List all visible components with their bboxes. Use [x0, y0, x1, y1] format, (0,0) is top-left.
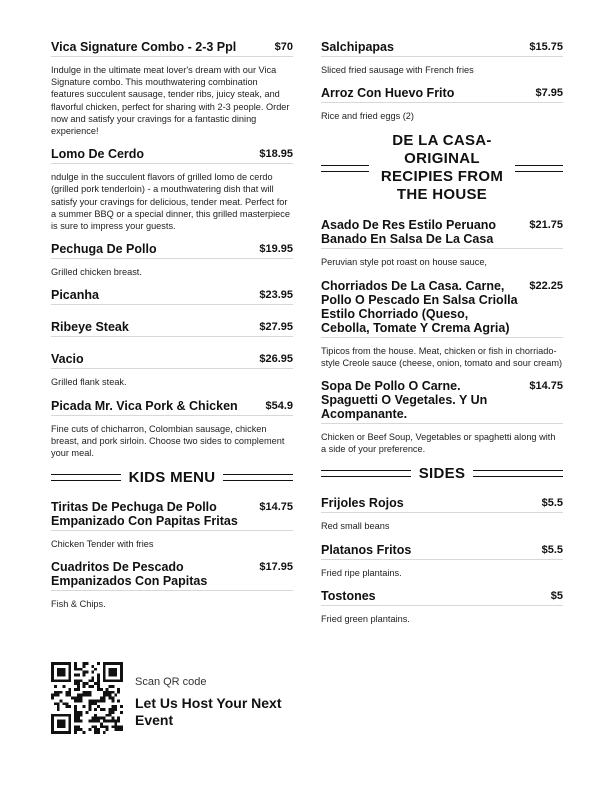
- menu-item: [51, 500, 293, 550]
- menu-item-header: [321, 589, 563, 605]
- menu-item: [51, 560, 293, 610]
- menu-item: [321, 589, 563, 625]
- menu-item-name: Picada Mr. Vica Pork & Chicken: [51, 398, 238, 413]
- menu-item-price: $14.75: [529, 380, 563, 393]
- qr-text: [135, 676, 305, 729]
- menu-item-header: [321, 496, 563, 512]
- heading-rule-right: [473, 470, 563, 477]
- sides-items-list: [321, 496, 563, 625]
- menu-item-header: [51, 500, 293, 530]
- menu-item-header: [321, 279, 563, 337]
- menu-item-description: Red small beans: [321, 521, 390, 532]
- menu-item-description: Fish & Chips.: [51, 599, 106, 610]
- qr-code-icon[interactable]: [51, 662, 123, 734]
- host-event-link[interactable]: Let Us Host Your Next Event: [135, 695, 282, 728]
- menu-item: [51, 147, 293, 232]
- menu-item-name: Asado De Res Estilo Peruano Banado En Salsa De La Casa: [321, 218, 497, 247]
- casa-title: DE LA CASA- ORIGINAL RECIPIES FROM THE HOUSE: [380, 132, 504, 204]
- menu-item-description: Grilled chicken breast.: [51, 267, 142, 278]
- menu-item-price: $21.75: [529, 219, 563, 232]
- menu-item-header: [51, 242, 293, 258]
- kids-menu-heading: [51, 469, 293, 486]
- menu-item-name: Ribeye Steak: [51, 320, 129, 335]
- menu-item-description: Fried green plantains.: [321, 613, 410, 624]
- menu-item-header: [51, 40, 293, 56]
- menu-item-description: ndulge in the succulent flavors of grilled lomo de cerdo (grilled pork tenderloin) - a mouthwatering dish that will satisfy your cravings for delicious, tender meat. Perfect for a summer BBQ or a special dinner, this grilled masterpiece is sure to impress your guests.: [51, 172, 290, 232]
- menu-item: [321, 543, 563, 579]
- menu-item-name: Picanha: [51, 288, 99, 303]
- menu-item-description: Fine cuts of chicharron, Colombian sausage, chicken breast, and pork sirloin. Choose two sides to complement your meal.: [51, 423, 285, 459]
- menu-item-name: Pechuga De Pollo: [51, 242, 157, 257]
- menu-item-price: $5.5: [541, 543, 563, 556]
- menu-item-name: Lomo De Cerdo: [51, 147, 145, 162]
- left-column: [51, 40, 293, 621]
- main-items-list: [51, 40, 293, 459]
- kids-menu-title: KIDS MENU: [128, 469, 216, 487]
- menu-item-header: [51, 399, 293, 415]
- menu-item: [321, 218, 563, 268]
- menu-item-price: $5.5: [541, 497, 563, 510]
- heading-rule-right: [515, 165, 563, 172]
- sides-title: SIDES: [418, 465, 466, 483]
- casa-items-list: [321, 218, 563, 455]
- menu-item: [321, 40, 563, 76]
- menu-item: [321, 86, 563, 122]
- menu-item-name: Vacio: [51, 352, 84, 367]
- menu-item-price: $14.75: [259, 501, 293, 514]
- menu-item-name: Tiritas De Pechuga De Pollo Empanizado Con Papitas Fritas: [51, 500, 238, 529]
- menu-item-description: Chicken or Beef Soup, Vegetables or spaghetti along with a side of your preference.: [321, 432, 556, 455]
- menu-item-description: Grilled flank steak.: [51, 377, 127, 388]
- menu-item-header: [321, 86, 563, 102]
- menu-item-name: Frijoles Rojos: [321, 496, 404, 511]
- menu-item: [321, 496, 563, 532]
- menu-item-price: $26.95: [259, 353, 293, 366]
- menu-item-header: [51, 320, 293, 336]
- menu-item-name: Sopa De Pollo O Carne. Spaguetti O Vegetales. Y Un Acompanante.: [321, 379, 488, 422]
- menu-item-header: [51, 352, 293, 368]
- menu-item-name: Cuadritos De Pescado Empanizados Con Papitas: [51, 560, 208, 589]
- menu-item-name: Tostones: [321, 588, 376, 603]
- menu-item-price: $18.95: [259, 148, 293, 161]
- menu-item-header: [51, 560, 293, 590]
- menu-item: [51, 40, 293, 137]
- menu-item-description: Rice and fried eggs (2): [321, 111, 414, 122]
- menu-item-description: Tipicos from the house. Meat, chicken or fish in chorriado-style Creole sauce (cheese, onion, tomato and sour cream): [321, 345, 563, 368]
- menu-item-description: Chicken Tender with fries: [51, 539, 154, 550]
- menu-item-price: $5: [550, 589, 563, 602]
- menu-item-price: $19.95: [259, 243, 293, 256]
- heading-rule-right: [223, 474, 293, 481]
- menu-item: [321, 279, 563, 369]
- snack-items-list: [321, 40, 563, 122]
- menu-item-name: Vica Signature Combo - 2-3 Ppl: [51, 40, 237, 54]
- menu-item-description: Peruvian style pot roast on house sauce,: [321, 257, 487, 268]
- menu-item: [51, 352, 293, 388]
- heading-rule-left: [321, 470, 411, 477]
- qr-scan-label: Scan QR code: [135, 676, 207, 688]
- menu-item-price: $23.95: [259, 289, 293, 302]
- menu-item-name: Platanos Fritos: [321, 542, 412, 557]
- menu-item: [51, 399, 293, 460]
- menu-item-header: [321, 40, 563, 56]
- menu-item-price: $70: [274, 41, 293, 53]
- heading-rule-left: [51, 474, 121, 481]
- menu-item-description: Fried ripe plantains.: [321, 567, 402, 578]
- menu-item-price: $22.25: [529, 279, 563, 292]
- menu-item-price: $7.95: [535, 87, 563, 100]
- heading-rule-left: [321, 165, 369, 172]
- casa-heading: [321, 132, 563, 204]
- menu-item-price: $15.75: [529, 41, 563, 53]
- menu-item: [51, 242, 293, 278]
- menu-item-header: [321, 379, 563, 423]
- menu-item-name: Arroz Con Huevo Frito: [321, 86, 455, 101]
- sides-heading: [321, 465, 563, 482]
- menu-item-name: Chorriados De La Casa. Carne, Pollo O Pescado En Salsa Criolla Estilo Chorriado (Queso, Cebolla, Tomate Y Crema Agria): [321, 278, 518, 335]
- kids-items-list: [51, 500, 293, 610]
- menu-item-header: [321, 543, 563, 559]
- menu-item-description: Sliced fried sausage with French fries: [321, 65, 474, 75]
- menu-item-name: Salchipapas: [321, 40, 394, 54]
- menu-item: [51, 320, 293, 337]
- qr-section: [51, 662, 305, 734]
- menu-item-header: [51, 288, 293, 304]
- menu-item: [321, 379, 563, 455]
- menu-item-price: $17.95: [259, 561, 293, 574]
- menu-item-description: Indulge in the ultimate meat lover's dream with our Vica Signature combo. This mouthwatering combination features succulent sausage, tender ribs, juicy steak, and flavorful chicken, perfect for sharing with 2-3 people. Order now and satisfy your cravings for a fantastic dining experience!: [51, 65, 290, 137]
- menu-item-price: $27.95: [259, 321, 293, 334]
- right-column: [321, 40, 563, 635]
- menu-item-price: $54.9: [265, 399, 293, 412]
- menu-item-header: [51, 147, 293, 163]
- menu-item-header: [321, 218, 563, 248]
- menu-item: [51, 288, 293, 305]
